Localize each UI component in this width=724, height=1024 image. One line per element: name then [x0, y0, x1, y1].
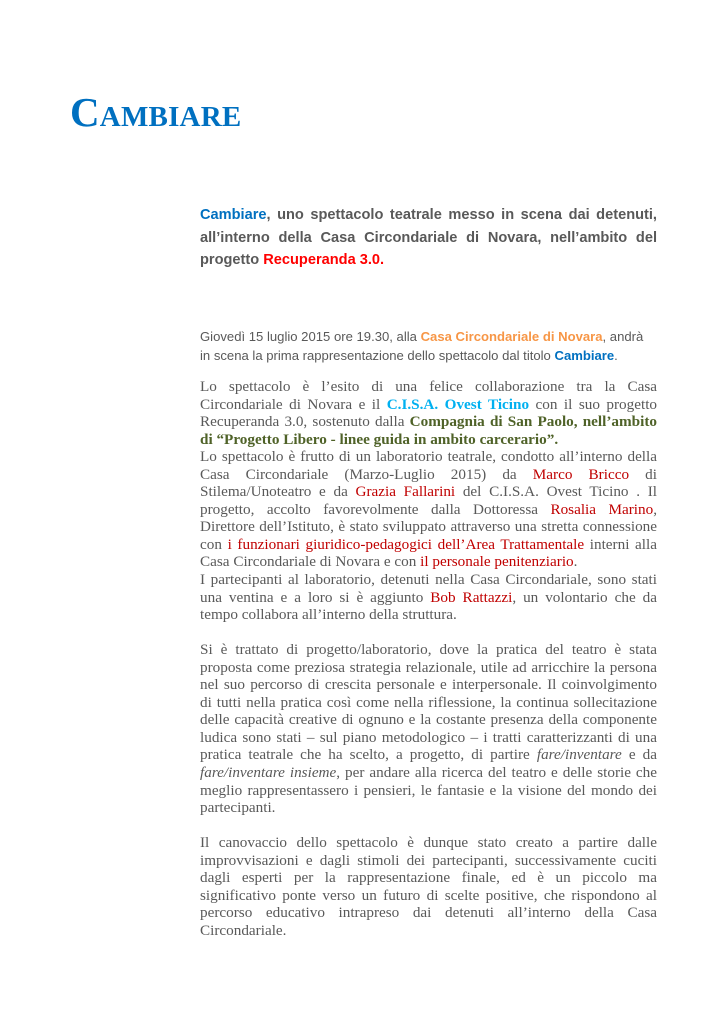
highlighted-text: il personale penitenziario [420, 553, 574, 571]
text: , per andare alla ricerca del teatro e delle storie che meglio rappresentassero i pensieri, le fantasie e la visione del mondo dei partecipanti. [200, 764, 658, 817]
text: con il suo progetto Recuperanda 3.0, sostenuto dalla [200, 395, 658, 431]
paragraph-collaboration [200, 378, 657, 448]
paragraph-workshop [200, 448, 657, 571]
person-name: Grazia Fallarini [355, 483, 456, 501]
highlighted-text: i funzionari giuridico-pedagogici dell’Area Trattamentale [227, 535, 585, 553]
body-text [200, 378, 657, 940]
lead-text: , uno spettacolo teatrale messo in scena dai detenuti, all’interno della Casa Circondariale di Novara, nell’ambito del progetto [200, 207, 657, 268]
person-name: Rosalia Marino [550, 500, 654, 518]
document-title: Cambiare [70, 89, 242, 135]
text: Lo spettacolo è l’esito di una felice collaborazione tra la Casa Circondariale di Novara e il [200, 378, 657, 413]
intro-text: . [614, 348, 618, 363]
text: Il canovaccio dello spettacolo è dunque stato creato a partire dalle improvvisazioni e dagli stimoli dei partecipanti, successivamente cuciti dagli esperti per la rappresentazione finale, ed è un piccolo ma significativo ponte verso un futuro di scelte positive, che rispondono al percorso educativo intrapreso dai detenuti all’interno della Casa Circondariale. [200, 834, 657, 939]
show-name: Cambiare [554, 348, 615, 363]
text: del C.I.S.A. Ovest Ticino . Il progetto, accolto favorevolmente dalla Dottoressa [200, 483, 657, 518]
text: , Direttore dell’Istituto, è stato sviluppato attraverso una stretta connessione con [200, 500, 657, 553]
text: Si è trattato di progetto/laboratorio, dove la pratica del teatro è stata proposta come preziosa strategia relazionale, utile ad arricchire la persona nel suo percorso di crescita personale e interpersonale. Il coinvolgimento di tutti nella pratica così come nella riflessione, la continua sollecitazione delle capacità creative di ognuno e la costante presenza della componente ludica sono stati – sul piano metodologico – i tratti caratterizzanti di una pratica teatrale che ha scelto, a progetto, di partire [200, 641, 657, 764]
paragraph-participants [200, 571, 657, 624]
lead-paragraph [200, 204, 657, 272]
text: . [573, 553, 578, 571]
show-name: Cambiare [200, 207, 267, 223]
organization-name: C.I.S.A. Ovest Ticino [386, 395, 530, 413]
intro-text: , andrà in scena la prima rappresentazione dello spettacolo dal titolo [200, 329, 644, 363]
intro-text: Giovedì 15 luglio 2015 ore 19.30, alla [200, 329, 421, 344]
person-name: Bob Rattazzi [430, 588, 513, 606]
italic-text: fare/inventare insieme [200, 764, 337, 782]
text: di Stilema/Unoteatro e da [200, 465, 657, 501]
venue-name: Casa Circondariale di Novara [420, 329, 603, 344]
text: interni alla Casa Circondariale di Novara e con [200, 535, 657, 571]
paragraph-conclusion [200, 834, 657, 939]
intro-paragraph [200, 327, 657, 365]
text: I partecipanti al laboratorio, detenuti nella Casa Circondariale, sono stati una ventina e a loro si è aggiunto [200, 571, 657, 606]
text: e da [621, 746, 657, 764]
sponsor-name: Compagnia di San Paolo, nell’ambito di “Progetto Libero - linee guida in ambito carcerario”. [200, 413, 657, 448]
italic-text: fare/inventare [536, 746, 622, 764]
text: Lo spettacolo è frutto di un laboratorio teatrale, condotto all’interno della Casa Circondariale (Marzo-Luglio 2015) da [200, 448, 657, 483]
person-name: Marco Bricco [532, 465, 630, 483]
paragraph-method [200, 641, 657, 816]
project-name: Recuperanda 3.0. [263, 252, 385, 268]
text: , un volontario che da tempo collabora all’interno della struttura. [200, 588, 657, 624]
